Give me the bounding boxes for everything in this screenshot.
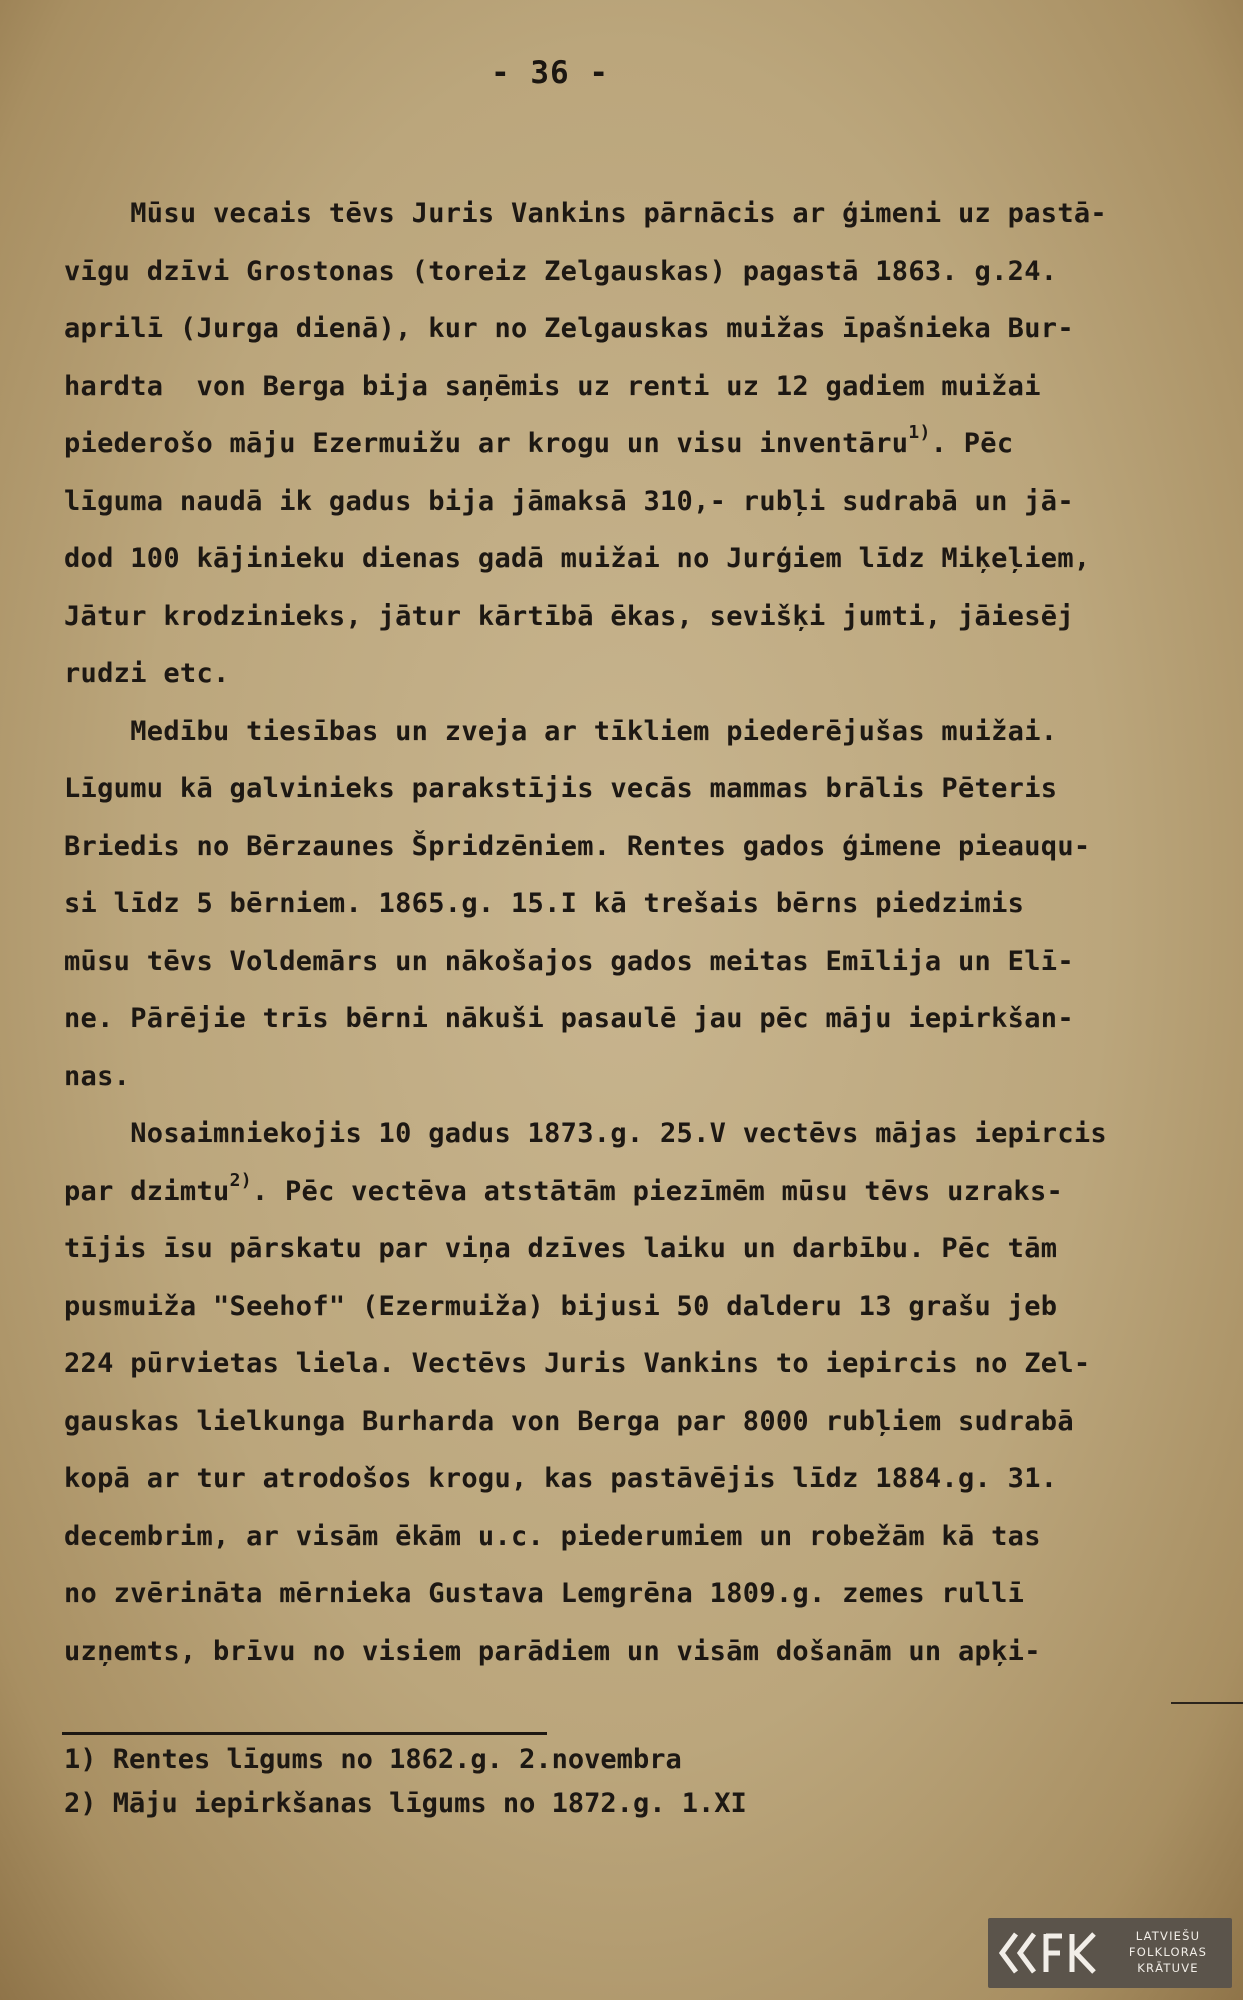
footnote-ref-1: 1) bbox=[908, 422, 931, 443]
footnote-2: 2) Māju iepirkšanas līgums no 1872.g. 1.XI bbox=[64, 1788, 747, 1819]
logo-text bbox=[1112, 1928, 1224, 1976]
text-line: vīgu dzīvi Grostonas (toreiz Zelgauskas) pagastā 1863. g.24. bbox=[64, 255, 1058, 287]
footnotes bbox=[64, 1738, 964, 1826]
margin-mark bbox=[1171, 1702, 1243, 1704]
text-line: Medību tiesības un zveja ar tīkliem piederējušas muižai. bbox=[64, 715, 1058, 747]
text-line: Briedis no Bērzaunes Špridzēniem. Rentes gados ģimene pieauqu- bbox=[64, 830, 1091, 862]
text-line: tījis īsu pārskatu par viņa dzīves laiku un darbību. Pēc tām bbox=[64, 1233, 1058, 1264]
text-segment: par dzimtu bbox=[64, 1175, 230, 1207]
text-segment: . Pēc bbox=[930, 428, 1014, 459]
archive-logo bbox=[988, 1918, 1232, 1988]
text-segment: . Pēc vectēva atstātām piezīmēm mūsu tēvs uzraks- bbox=[251, 1175, 1064, 1207]
logo-line: FOLKLORAS bbox=[1128, 1945, 1208, 1959]
text-line: gauskas lielkunga Burharda von Berga par 8000 rubļiem sudrabā bbox=[64, 1405, 1074, 1437]
text-segment: piederošo māju Ezermuižu ar krogu un visu inventāru bbox=[64, 428, 909, 459]
text-line: ne. Pārējie trīs bērni nākuši pasaulē jau pēc māju iepirkšan- bbox=[64, 1003, 1074, 1034]
footnote-divider bbox=[62, 1732, 547, 1735]
text-line: Nosaimniekojis 10 gadus 1873.g. 25.V vectēvs mājas iepircis bbox=[64, 1118, 1107, 1149]
text-line: hardta von Berga bija saņēmis uz renti uz 12 gadiem muižai bbox=[64, 370, 1041, 402]
text-line: rudzi etc. bbox=[64, 658, 230, 689]
text-line: nas. bbox=[64, 1060, 131, 1092]
text-line: Jātur krodzinieks, jātur kārtībā ēkas, sevišķi jumti, jāiesēj bbox=[64, 600, 1074, 632]
paragraph-2 bbox=[64, 703, 1144, 1106]
logo-line: LATVIEŠU bbox=[1135, 1929, 1201, 1943]
text-line: dod 100 kājinieku dienas gadā muižai no Jurģiem līdz Miķeļiem, bbox=[64, 543, 1091, 574]
text-line: kopā ar tur atrodošos krogu, kas pastāvējis līdz 1884.g. 31. bbox=[64, 1463, 1058, 1494]
footnote-1: 1) Rentes līgums no 1862.g. 2.novembra bbox=[64, 1744, 682, 1775]
text-line: aprilī (Jurga dienā), kur no Zelgauskas muižas īpašnieka Bur- bbox=[64, 313, 1074, 344]
text-line bbox=[64, 1163, 1144, 1221]
text-line: līguma naudā ik gadus bija jāmaksā 310,- rubļi sudrabā un jā- bbox=[64, 485, 1074, 517]
text-line: 224 pūrvietas liela. Vectēvs Juris Vankins to iepircis no Zel- bbox=[64, 1348, 1091, 1379]
text-line: no zvērināta mērnieka Gustava Lemgrēna 1809.g. zemes rullī bbox=[64, 1578, 1025, 1609]
logo-line: KRĀTUVE bbox=[1137, 1961, 1199, 1975]
footnote-ref-2: 2) bbox=[229, 1169, 252, 1191]
paragraph-3 bbox=[64, 1105, 1144, 1680]
text-line: si līdz 5 bērniem. 1865.g. 15.I kā trešais bērns piedzimis bbox=[64, 888, 1025, 919]
lfk-logo-icon bbox=[998, 1930, 1106, 1976]
text-line: pusmuiža "Seehof" (Ezermuiža) bijusi 50 dalderu 13 grašu jeb bbox=[64, 1290, 1058, 1322]
text-line: Mūsu vecais tēvs Juris Vankins pārnācis ar ģimeni uz pastā- bbox=[64, 198, 1107, 229]
paragraph-1 bbox=[64, 185, 1144, 703]
text-line: uzņemts, brīvu no visiem parādiem un visām došanām un apķi- bbox=[64, 1635, 1041, 1667]
text-line: decembrim, ar visām ēkām u.c. piederumiem un robežām kā tas bbox=[64, 1520, 1041, 1552]
text-line: Līgumu kā galvinieks parakstījis vecās mammas brālis Pēteris bbox=[64, 773, 1058, 804]
text-line: mūsu tēvs Voldemārs un nākošajos gados meitas Emīlija un Elī- bbox=[64, 945, 1074, 977]
text-line bbox=[64, 415, 1144, 473]
main-text bbox=[64, 185, 1144, 1680]
page-number: - 36 - bbox=[491, 55, 609, 91]
